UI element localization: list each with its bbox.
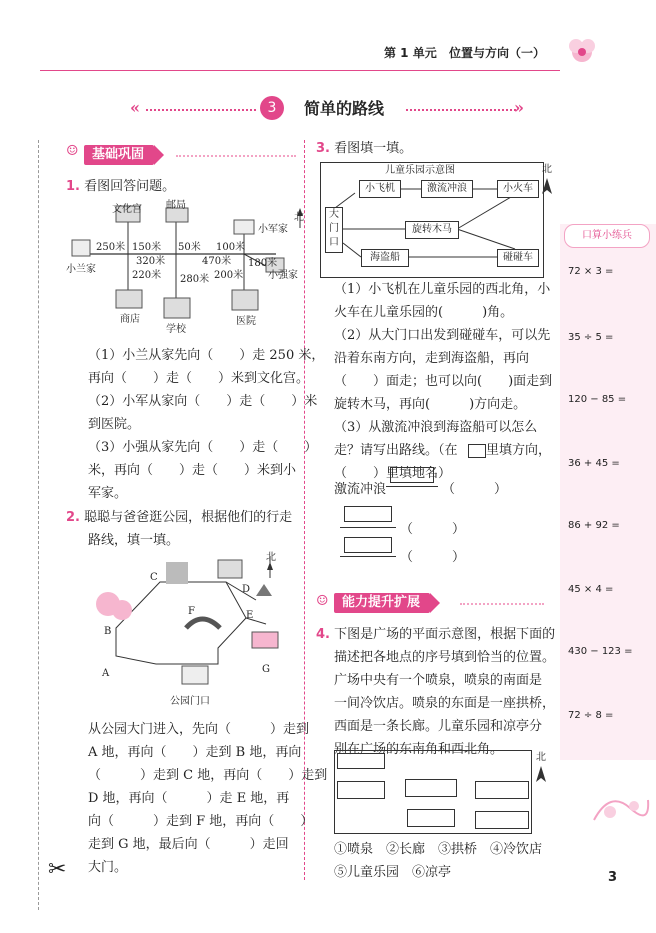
q2-label-b: B (104, 626, 112, 637)
q3-line-9: 里填方向， (486, 443, 552, 458)
section-basic-banner: 基础巩固 (84, 145, 154, 165)
q1-line-6: 米，再向（ ）走（ ）米到小 (88, 463, 297, 478)
q3-route-paren-3[interactable]: （ ） (400, 550, 466, 565)
q1-d250: 250米 (96, 242, 126, 253)
q1-d220: 220米 (132, 270, 162, 281)
q1-d200: 200米 (214, 270, 244, 281)
q3-box-train: 小火车 (497, 180, 539, 198)
q1-xiaolan-label: 小兰家 (66, 264, 96, 275)
q2-label-a: A (102, 668, 110, 679)
q1-d470: 470米 (202, 256, 232, 267)
q1-line-2: 再向（ ）走（ ）米到文化宫。 (88, 371, 310, 386)
q3-box-pirate: 海盗船 (361, 249, 409, 267)
q4-north-arrow-icon (534, 764, 548, 784)
q3-route-paren-1[interactable]: （ ） (442, 482, 508, 497)
q1-d50: 50米 (178, 242, 201, 253)
q3-line-1: （1）小飞机在儿童乐园的西北角，小 (334, 282, 551, 297)
q3-route-box-2[interactable] (344, 506, 392, 522)
q1-shop-label: 商店 (120, 314, 140, 325)
q4-line-4: 一间冷饮店。喷泉的东面是一座拱桥， (334, 696, 556, 711)
q2-line-7: 大门。 (88, 860, 128, 875)
q4-north-label: 北 (536, 752, 546, 763)
q3-line-3: （2）从大门口出发到碰碰车，可以先 (334, 328, 551, 343)
boy-icon: ☺ (316, 593, 329, 609)
sidebar-item-5: 86 + 92 = (568, 520, 620, 531)
q1-line-5: （3）小强从家先向（ ）走（ ） (88, 440, 318, 455)
sidebar-item-6: 45 × 4 = (568, 584, 614, 595)
q3-prompt: 3. 看图填一填。 (316, 141, 413, 156)
q4-line-1: 4. 下图是广场的平面示意图，根据下面的 (316, 627, 556, 642)
flower-icon (562, 34, 602, 70)
q3-route-start: 激流冲浪 (334, 482, 387, 497)
sidebar-item-8: 72 ÷ 8 = (568, 710, 614, 721)
q2-line-3: （ ）走到 C 地，再向（ ）走到 (88, 768, 328, 783)
q4-slot-3[interactable] (405, 779, 457, 797)
q3-line-2: 火车在儿童乐园的( )角。 (334, 305, 514, 320)
q1-line-3: （2）小军从家向（ ）走（ ）米 (88, 394, 318, 409)
lesson-number: 3 (260, 96, 284, 120)
q1-d100: 100米 (216, 242, 246, 253)
q2-label-c: C (150, 572, 158, 583)
q4-options-2: ⑤儿童乐园 ⑥凉亭 (334, 865, 452, 880)
q1-xiaoqiang-label: 小强家 (268, 270, 298, 281)
q4-options-1: ①喷泉 ②长廊 ③拱桥 ④冷饮店 (334, 842, 543, 857)
q3-box-plane: 小飞机 (359, 180, 401, 198)
q3-north-label: 北 (542, 164, 552, 175)
section-advanced-dots (460, 603, 544, 605)
girl-icon: ☺ (66, 143, 79, 159)
q2-gate-label: 公园门口 (170, 696, 210, 707)
q1-d320: 320米 (136, 256, 166, 267)
q2-label-e: E (246, 610, 254, 621)
q3-line-8: 走？请写出路线。（在 (334, 443, 458, 458)
q3-route-paren-2[interactable]: （ ） (400, 522, 466, 537)
q3-route-arrow-1 (386, 486, 438, 487)
q3-line-5: （ ）面走；也可以向( )面走到 (334, 374, 553, 389)
q1-post-label: 邮局 (166, 200, 186, 211)
q3-route-arrow-3 (340, 556, 396, 557)
lesson-title: 简单的路线 (304, 99, 385, 118)
q4-slot-1[interactable] (337, 753, 385, 769)
q3-diagram (320, 162, 544, 278)
q1-school-label: 学校 (166, 324, 186, 335)
q4-line-5: 西面是一条长廊。儿童乐园和凉亭分 (334, 719, 543, 734)
right-dots (406, 109, 516, 111)
q4-plaza-map (334, 750, 532, 834)
q1-prompt: 1. 看图回答问题。 (66, 179, 176, 194)
scissors-icon: ✂ (48, 857, 67, 882)
header (0, 0, 656, 70)
q2-prompt: 2. 聪聪与爸爸逛公园，根据他们的行走 (66, 510, 293, 525)
cut-line (38, 140, 39, 910)
left-dots (146, 109, 256, 111)
q3-route-box-3[interactable] (344, 537, 392, 553)
q1-hospital-label: 医院 (236, 316, 256, 327)
sidebar-item-2: 35 ÷ 5 = (568, 332, 614, 343)
q3-line-6: 旋转木马，再向( )方向走。 (334, 397, 527, 412)
q2-prompt-2: 路线，填一填。 (88, 533, 180, 548)
sidebar-title: 口算小练兵 (564, 224, 650, 248)
q2-line-1: 从公园大门进入，先向（ ）走到 (88, 722, 310, 737)
q1-xiaojun-label: 小军家 (258, 224, 288, 235)
left-arrows-icon: « (130, 98, 140, 117)
q1-north-label: 北 (294, 212, 304, 223)
right-arrows-icon: » (514, 98, 524, 117)
sidebar-item-3: 120 − 85 = (568, 394, 627, 405)
q1-d280: 280米 (180, 274, 210, 285)
unit-label: 第 1 单元 (384, 46, 437, 60)
q3-box-rapids: 激流冲浪 (421, 180, 473, 198)
q1-culture-label: 文化宫 (112, 204, 142, 215)
q2-line-5: 向（ ）走到 F 地，再向（ ） (88, 814, 314, 829)
q3-line-4: 沿着东南方向，走到海盗船，再向 (334, 351, 530, 366)
q2-label-f: F (188, 606, 195, 617)
q3-box-bumper: 碰碰车 (497, 249, 539, 267)
q3-line-10: （ ）里填地名） (334, 466, 452, 481)
q4-slot-6[interactable] (475, 811, 529, 829)
sidebar-item-4: 36 + 45 = (568, 458, 620, 469)
q1-line-7: 军家。 (88, 486, 128, 501)
section-basic-dots (176, 155, 296, 157)
q2-line-6: 走到 G 地，最后向（ ）走回 (88, 837, 289, 852)
lesson-title-bar (130, 96, 530, 122)
q1-d180: 180米 (248, 258, 278, 269)
q3-route-box-1[interactable] (390, 467, 434, 483)
swirl-decoration-icon (590, 790, 650, 826)
sidebar-panel (560, 224, 656, 760)
q1-d150: 150米 (132, 242, 162, 253)
q3-route-arrow-2 (340, 527, 396, 528)
q4-slot-4[interactable] (475, 781, 529, 799)
q1-line-1: （1）小兰从家先向（ ）走 250 米， (88, 348, 325, 363)
q2-line-4: D 地，再向（ ）走 E 地，再 (88, 791, 290, 806)
page-number: 3 (608, 870, 618, 885)
q4-slot-2[interactable] (337, 781, 385, 799)
unit-topic: 位置与方向（一） (449, 46, 546, 60)
q2-label-d: D (242, 584, 251, 595)
q4-line-2: 描述把各地点的序号填到恰当的位置。 (334, 650, 556, 665)
q4-slot-5[interactable] (407, 809, 455, 827)
q4-line-6: 别在广场的东南角和西北角。 (334, 742, 504, 757)
q3-box-carousel: 旋转木马 (405, 221, 459, 239)
section-advanced-banner: 能力提升扩展 (334, 593, 430, 613)
q3-box-gate: 大门口 (325, 207, 343, 253)
sidebar-item-1: 72 × 3 = (568, 266, 614, 277)
q4-line-3: 广场中央有一个喷泉，喷泉的南面是 (334, 673, 543, 688)
q1-line-4: 到医院。 (88, 417, 141, 432)
q2-north-label: 北 (266, 552, 276, 563)
q2-line-2: A 地，再向（ ）走到 B 地，再向 (88, 745, 302, 760)
q3-north-arrow-icon (540, 176, 554, 196)
q2-label-g: G (262, 664, 270, 675)
q3-diagram-title: 儿童乐园示意图 (385, 165, 455, 176)
q3-line-7: （3）从激流冲浪到海盗船可以怎么 (334, 420, 538, 435)
q3-inline-box (468, 444, 486, 458)
sidebar-item-7: 430 − 123 = (568, 646, 633, 657)
header-rule (40, 70, 560, 71)
